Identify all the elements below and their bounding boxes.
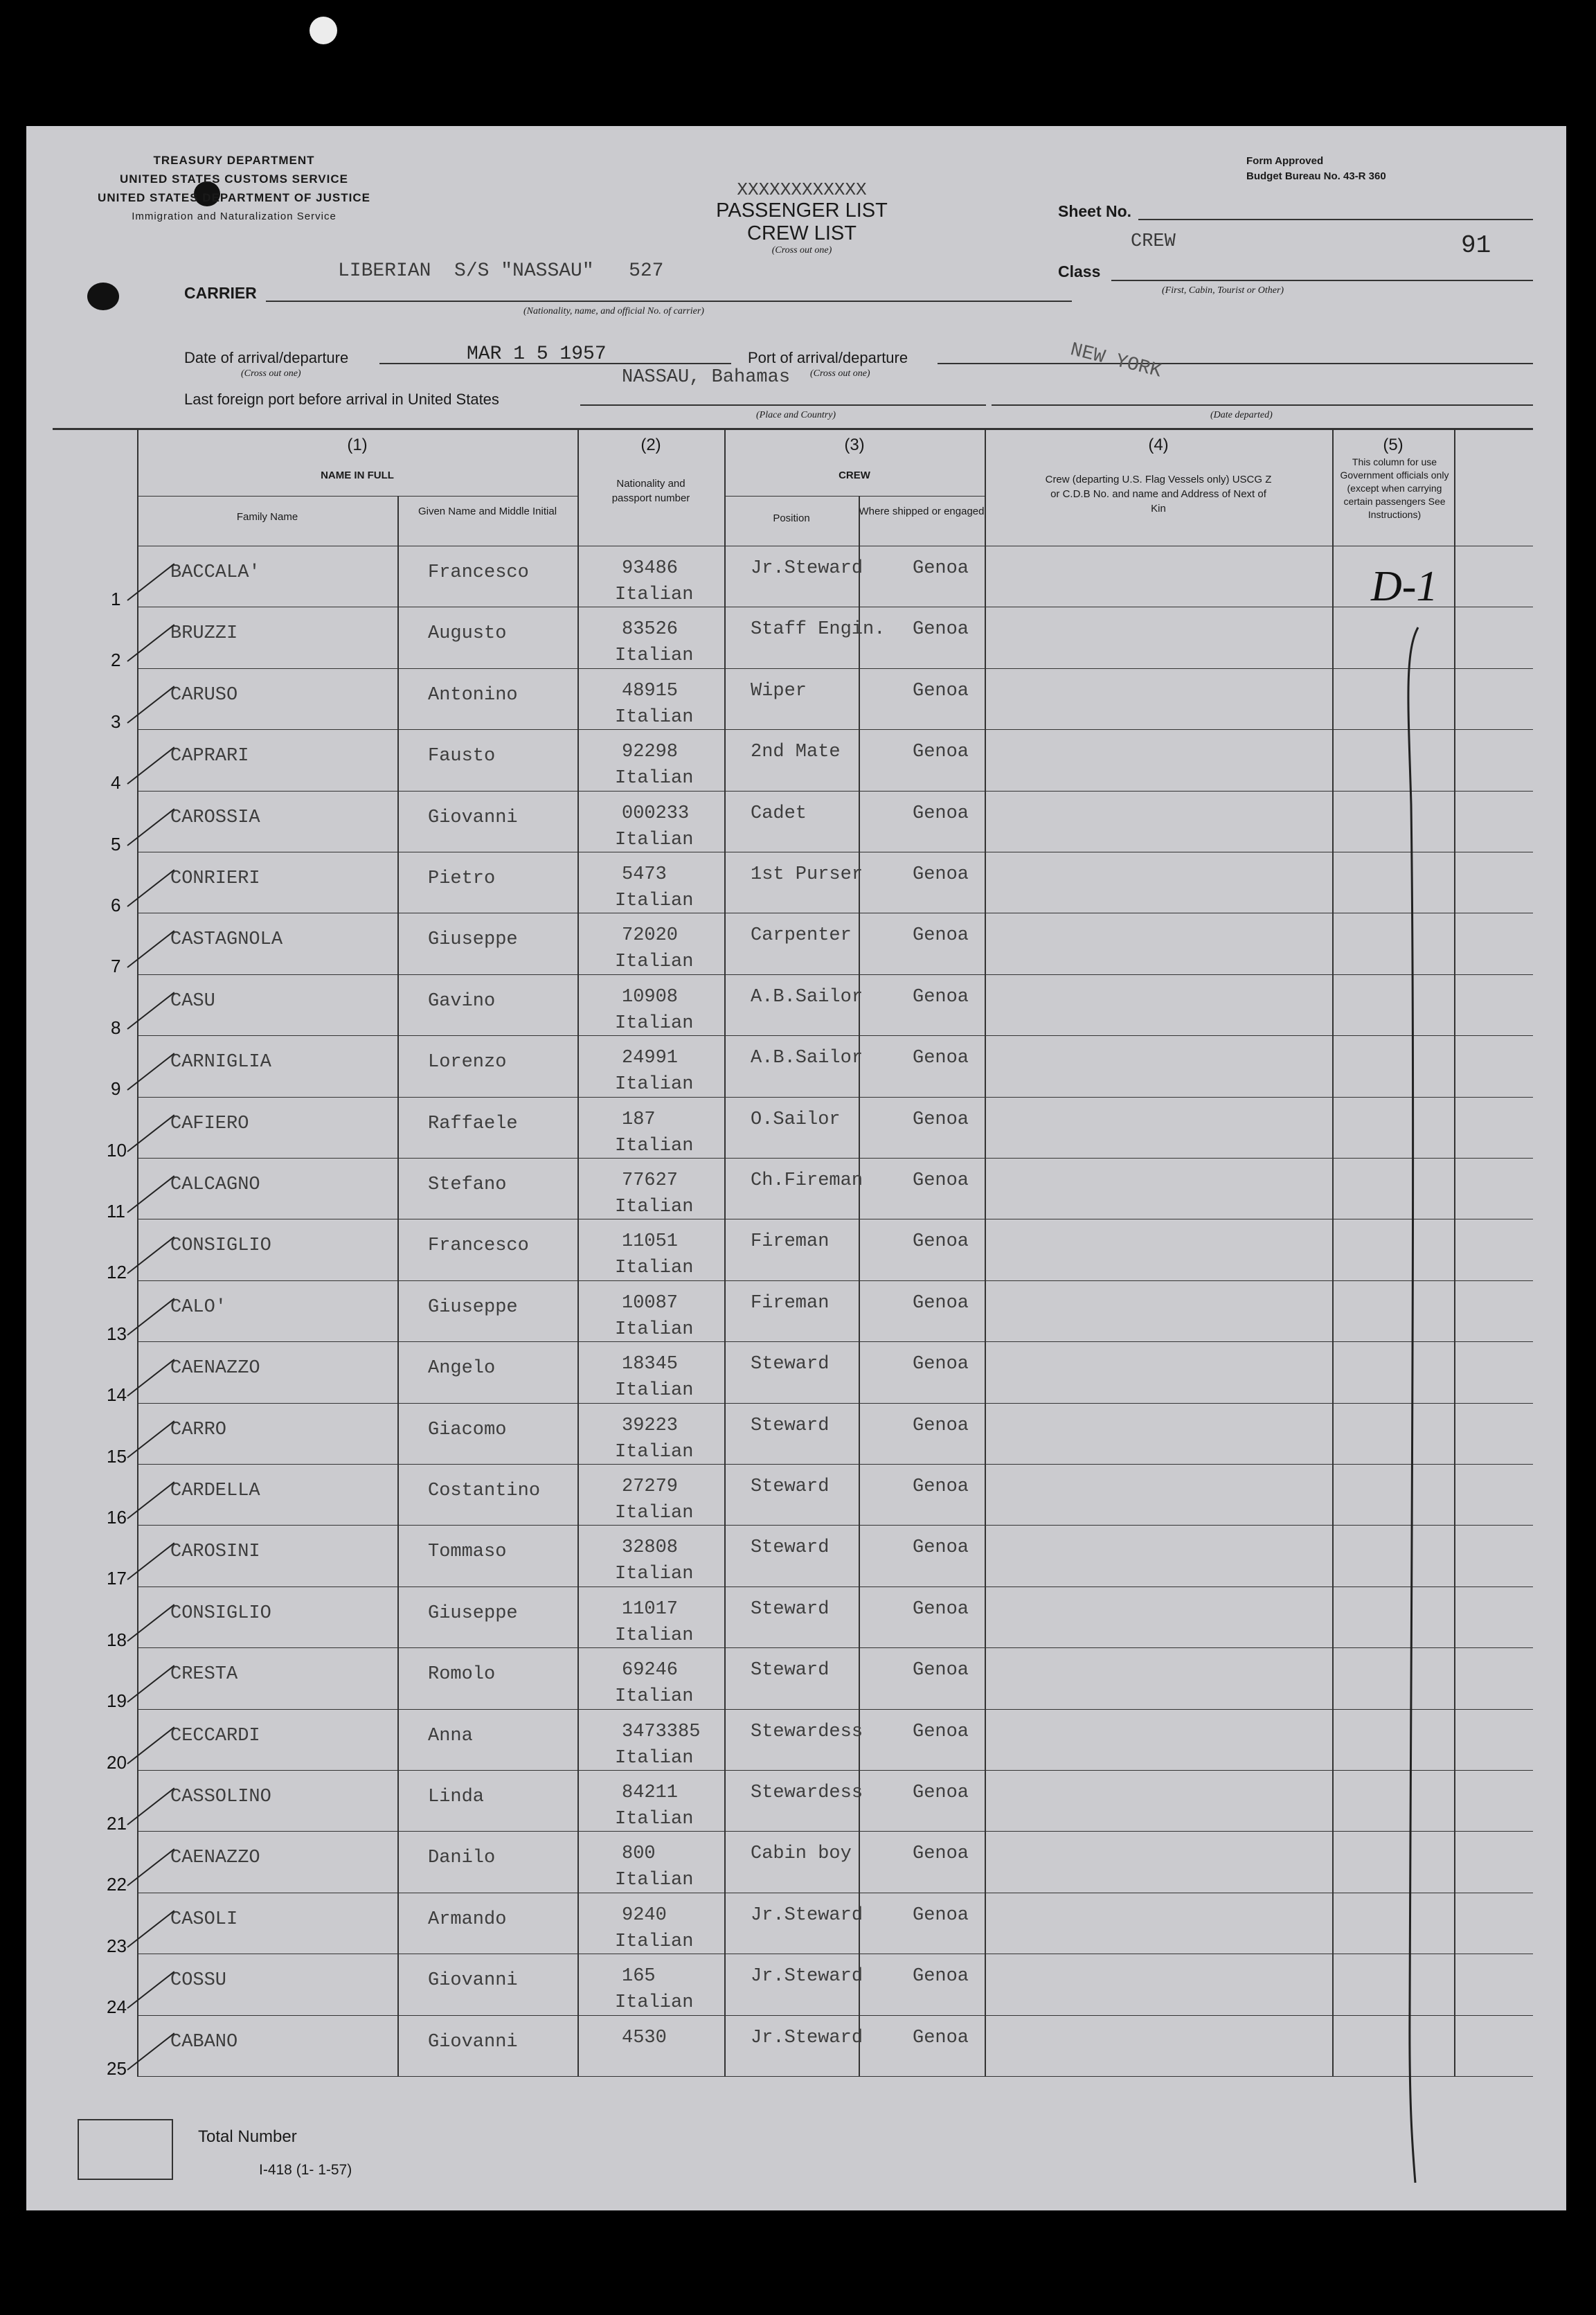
nationality: Italian [615,1258,694,1279]
passport-number: 800 [622,1843,656,1865]
where-engaged: Genoa [913,1354,969,1375]
class-line [1111,280,1533,281]
check-mark [127,1971,174,2009]
given-name: Pietro [428,868,496,889]
nationality: Italian [615,1380,694,1402]
nationality-header: Nationality and passport number [611,478,690,504]
passport-number: 32808 [622,1537,679,1559]
where-engaged: Genoa [913,619,969,641]
check-mark [127,1114,174,1152]
nationality: Italian [615,1503,694,1523]
next-of-kin-header: Crew (departing U.S. Flag Vessels only) USCG Z or C.D.B No. and name and Address of Next of Kin [1045,474,1272,515]
given-name: Giacomo [428,1419,507,1440]
where-engaged: Genoa [913,1598,969,1620]
table-top-rule [53,428,1533,430]
row-divider [137,1770,1533,1771]
header-subdivider [137,496,577,497]
family-name: CASTAGNOLA [170,929,283,951]
form-approved-line: Form Approved [1246,155,1324,167]
given-name: Giuseppe [428,1296,518,1318]
passport-number: 72020 [622,925,679,947]
column-divider [859,496,860,2076]
family-name: CAENAZZO [170,1358,260,1379]
position: Stewardess [751,1721,863,1742]
crew-list-form [26,126,1566,2210]
where-engaged: Genoa [913,1660,969,1681]
column-divider [1332,428,1334,2076]
family-name: CASU [170,990,215,1012]
position: Steward [751,1598,830,1620]
carrier-label: CARRIER [184,284,257,302]
passport-number: 10087 [622,1292,679,1314]
row-divider [137,1525,1533,1526]
family-name: CAFIERO [170,1113,249,1134]
where-engaged: Genoa [913,558,969,579]
nationality: Italian [615,584,694,605]
row-divider [137,1341,1533,1342]
given-name: Costantino [428,1481,541,1501]
form-title [663,180,940,256]
where-engaged: Genoa [913,1170,969,1191]
row-number: 13 [107,1323,127,1344]
where-engaged: Genoa [913,986,969,1008]
family-name: CALO' [170,1296,227,1318]
where-engaged: Genoa [913,1782,969,1803]
check-mark [127,747,174,785]
family-name: CARUSO [170,684,238,706]
row-divider [137,1097,1533,1098]
nationality: Italian [615,1686,694,1708]
passport-number: 83526 [622,619,679,641]
position-header: Position [773,512,810,524]
nationality: Italian [615,951,694,973]
given-name: Linda [428,1787,485,1807]
family-name: CONSIGLIO [170,1602,271,1624]
port-line [938,363,1533,364]
carrier-note: (Nationality, name, and official No. of carrier) [523,306,704,316]
row-divider [137,1709,1533,1710]
col2-number: (2) [640,436,661,454]
given-name: Giovanni [428,1970,518,1992]
carrier-line [266,301,1072,302]
given-name: Augusto [428,623,507,645]
where-engaged: Genoa [913,1904,969,1926]
given-name: Antonino [428,684,518,706]
row-number: 12 [107,1262,127,1283]
row-number: 25 [107,2057,127,2079]
position: Steward [751,1415,830,1436]
row-number: 16 [107,1507,127,1528]
place-note: (Place and Country) [756,410,836,420]
check-mark [127,1420,174,1458]
header-subdivider [724,496,985,497]
sheet-number: 91 [1461,231,1491,260]
given-name: Giuseppe [428,1602,518,1624]
family-name: CABANO [170,2031,238,2053]
form-approval [1246,154,1386,184]
row-divider [137,1035,1533,1036]
where-engaged: Genoa [913,1292,969,1314]
passport-number: 187 [622,1109,656,1130]
date-value: MAR 1 5 1957 [467,343,607,365]
row-number: 10 [107,1139,127,1161]
row-number: 19 [107,1690,127,1712]
nationality: Italian [615,768,694,789]
date-note: (Cross out one) [241,368,301,379]
title-note: (Cross out one) [771,245,832,256]
row-divider [137,1280,1533,1281]
row-divider [137,668,1533,669]
passport-number: 77627 [622,1170,679,1191]
check-mark [127,869,174,907]
row-divider [137,1403,1533,1404]
agency-line-3: UNITED STATES DEPARTMENT OF JUSTICE [98,191,370,204]
nationality: Italian [615,1074,694,1096]
row-divider [137,1647,1533,1648]
row-number: 15 [107,1445,127,1467]
nationality: Italian [615,1747,694,1769]
passport-number: 11017 [622,1598,679,1620]
family-name: CAENAZZO [170,1848,260,1869]
col1-title: NAME IN FULL [321,470,394,481]
family-name: CARNIGLIA [170,1052,271,1073]
passport-number: 24991 [622,1048,679,1069]
passport-number: 4530 [622,2027,667,2048]
where-engaged: Genoa [913,1231,969,1253]
check-mark [127,1787,174,1825]
row-number: 2 [111,650,121,671]
agency-header [82,151,386,226]
crew-list-title: CREW LIST [747,222,857,244]
nationality: Italian [615,1441,694,1463]
given-name-header: Given Name and Middle Initial [418,506,557,517]
port-label: Port of arrival/departure [748,349,908,366]
column-divider [577,428,579,2076]
given-name: Giuseppe [428,929,518,951]
official-mark-stroke [1397,625,1439,2190]
family-name: CASOLI [170,1909,238,1930]
passport-number: 165 [622,1966,656,1987]
family-name: CRESTA [170,1664,238,1686]
position: Jr.Steward [751,558,863,579]
class-label: Class [1058,262,1101,280]
given-name: Stefano [428,1174,507,1195]
row-number: 6 [111,895,121,915]
row-divider [137,1586,1533,1587]
position: 1st Purser [751,864,863,885]
given-name: Giovanni [428,2031,518,2053]
passport-number: 93486 [622,558,679,579]
check-mark [127,1175,174,1213]
agency-line-1: TREASURY DEPARTMENT [153,154,315,167]
where-engaged: Genoa [913,680,969,701]
position: Jr.Steward [751,2027,863,2048]
given-name: Giovanni [428,807,518,828]
passport-number: 27279 [622,1476,679,1497]
official-use-header: This column for use Government officials only (except when carrying certain passengers See Instructions) [1340,456,1449,520]
position: Steward [751,1354,830,1375]
given-name: Lorenzo [428,1052,507,1073]
passport-number: 84211 [622,1782,679,1803]
nationality: Italian [615,645,694,667]
agency-line-4: Immigration and Naturalization Service [132,211,337,222]
given-name: Angelo [428,1358,496,1379]
row-number: 5 [111,833,121,855]
row-number: 3 [111,710,121,732]
passport-number: 9240 [622,1904,667,1926]
check-mark [127,1237,174,1275]
carrier-value: LIBERIAN S/S "NASSAU" 527 [338,260,664,282]
row-number: 1 [111,589,121,609]
row-number: 23 [107,1935,127,1956]
col5-number: (5) [1383,436,1404,454]
where-engaged: Genoa [913,1966,969,1987]
official-mark: D-1 [1371,563,1438,610]
nationality: Italian [615,1012,694,1034]
family-name: CECCARDI [170,1725,260,1746]
check-mark [127,1481,174,1519]
check-mark [127,1910,174,1948]
foreign-port-line [580,404,986,406]
row-divider [137,1831,1533,1832]
where-engaged: Genoa [913,1476,969,1497]
given-name: Danilo [428,1848,496,1869]
position: Cabin boy [751,1843,852,1865]
position: A.B.Sailor [751,986,863,1008]
position: Ch.Fireman [751,1170,863,1191]
family-name: CASSOLINO [170,1787,271,1807]
row-divider [137,791,1533,792]
date-departed-line [992,404,1533,406]
row-divider [137,1158,1533,1159]
position: 2nd Mate [751,742,841,763]
nationality: Italian [615,706,694,728]
sheet-line [1138,219,1533,220]
check-mark [127,1604,174,1642]
nationality: Italian [615,1992,694,2014]
check-mark [127,1726,174,1764]
row-number: 18 [107,1629,127,1650]
family-name: CAPRARI [170,746,249,767]
nationality: Italian [615,1135,694,1156]
shipped-header: Where shipped or engaged [859,506,985,517]
check-mark [127,2032,174,2071]
row-number: 21 [107,1813,127,1834]
nationality: Italian [615,1931,694,1952]
row-number: 14 [107,1384,127,1406]
family-name: CARRO [170,1419,227,1440]
row-divider [137,2015,1533,2016]
column-divider [137,428,138,2076]
row-number: 9 [111,1078,121,1100]
row-divider [137,1464,1533,1465]
column-divider [397,496,399,2076]
check-mark [127,563,174,601]
budget-bureau-line: Budget Bureau No. 43-R 360 [1246,170,1386,182]
passport-number: 48915 [622,680,679,701]
given-name: Gavino [428,990,496,1012]
passport-number: 5473 [622,864,667,885]
position: A.B.Sailor [751,1048,863,1069]
column-divider [985,428,986,2076]
passport-number: 11051 [622,1231,679,1253]
family-name: COSSU [170,1970,227,1992]
family-name: CAROSSIA [170,807,260,828]
passenger-list-title: PASSENGER LIST [716,199,888,222]
position: Cadet [751,803,807,824]
given-name: Raffaele [428,1113,518,1134]
nationality: Italian [615,891,694,911]
where-engaged: Genoa [913,1109,969,1130]
check-mark [127,808,174,846]
position: Steward [751,1537,830,1559]
position: Jr.Steward [751,1966,863,1987]
punch-dot [87,283,119,310]
family-name: BACCALA' [170,562,260,583]
check-mark [127,931,174,969]
given-name: Romolo [428,1664,496,1686]
foreign-port-value: NASSAU, Bahamas [622,367,791,388]
row-number: 20 [107,1751,127,1773]
sheet-typed: CREW [1131,231,1176,252]
col4-number: (4) [1148,436,1169,454]
check-mark [127,1359,174,1397]
family-name: BRUZZI [170,623,238,645]
where-engaged: Genoa [913,742,969,763]
where-engaged: Genoa [913,1537,969,1559]
position: O.Sailor [751,1109,841,1130]
where-engaged: Genoa [913,803,969,824]
port-note: (Cross out one) [810,368,870,379]
row-number: 11 [107,1201,125,1222]
form-number: I-418 (1- 1-57) [259,2162,352,2178]
family-name: CONSIGLIO [170,1235,271,1257]
where-engaged: Genoa [913,1843,969,1865]
column-divider [1454,428,1455,2076]
port-value: NEW YORK [1068,339,1164,383]
date-departed-note: (Date departed) [1210,410,1273,420]
check-mark [127,1849,174,1887]
struck-title: XXXXXXXXXXXX [737,179,867,200]
nationality: Italian [615,1809,694,1830]
row-number: 24 [107,1996,127,2018]
foreign-port-label: Last foreign port before arrival in United States [184,391,499,408]
row-number: 22 [107,1874,127,1895]
check-mark [127,1665,174,1703]
check-mark [127,1053,174,1091]
given-name: Anna [428,1725,473,1746]
nationality: Italian [615,829,694,850]
given-name: Francesco [428,562,529,583]
given-name: Fausto [428,746,496,767]
check-mark [127,686,174,724]
class-note: (First, Cabin, Tourist or Other) [1162,285,1284,296]
position: Jr.Steward [751,1904,863,1926]
family-name: CALCAGNO [170,1174,260,1195]
nationality: Italian [615,1319,694,1340]
family-name: CARDELLA [170,1481,260,1501]
sheet-label: Sheet No. [1058,202,1132,220]
row-number: 7 [111,956,121,977]
total-box [78,2119,173,2180]
row-divider [137,729,1533,730]
given-name: Armando [428,1909,507,1930]
check-mark [127,1298,174,1336]
column-divider [724,428,726,2076]
given-name: Tommaso [428,1541,507,1563]
position: Steward [751,1476,830,1497]
passport-number: 3473385 [622,1721,701,1742]
total-number-label: Total Number [198,2127,297,2146]
row-number: 4 [111,772,121,794]
where-engaged: Genoa [913,1415,969,1436]
date-label: Date of arrival/departure [184,349,349,366]
col1-number: (1) [347,436,368,454]
row-divider [137,974,1533,975]
where-engaged: Genoa [913,925,969,947]
where-engaged: Genoa [913,1721,969,1742]
position: Fireman [751,1231,830,1253]
passport-number: 69246 [622,1660,679,1681]
passport-number: 18345 [622,1354,679,1375]
crew-header: CREW [839,470,870,481]
agency-line-2: UNITED STATES CUSTOMS SERVICE [119,172,348,186]
nationality: Italian [615,1870,694,1891]
nationality: Italian [615,1564,694,1585]
check-mark [127,625,174,663]
position: Steward [751,1660,830,1681]
position: Stewardess [751,1782,863,1803]
passport-number: 39223 [622,1415,679,1436]
family-name: CONRIERI [170,868,260,889]
where-engaged: Genoa [913,1048,969,1069]
given-name: Francesco [428,1235,529,1257]
punch-hole [310,17,337,44]
where-engaged: Genoa [913,864,969,885]
passport-number: 10908 [622,986,679,1008]
check-mark [127,992,174,1030]
nationality: Italian [615,1197,694,1217]
family-name: CAROSINI [170,1541,260,1563]
where-engaged: Genoa [913,2027,969,2048]
passport-number: 000233 [622,803,690,824]
position: Carpenter [751,925,852,947]
position: Wiper [751,680,807,701]
row-number: 17 [107,1568,127,1589]
family-name-header: Family Name [236,511,298,523]
passport-number: 92298 [622,742,679,763]
col3-number: (3) [844,436,865,454]
position: Staff Engin. [751,619,886,641]
row-divider [137,2076,1533,2077]
position: Fireman [751,1292,830,1314]
row-number: 8 [111,1017,121,1038]
nationality: Italian [615,1625,694,1646]
check-mark [127,1543,174,1581]
